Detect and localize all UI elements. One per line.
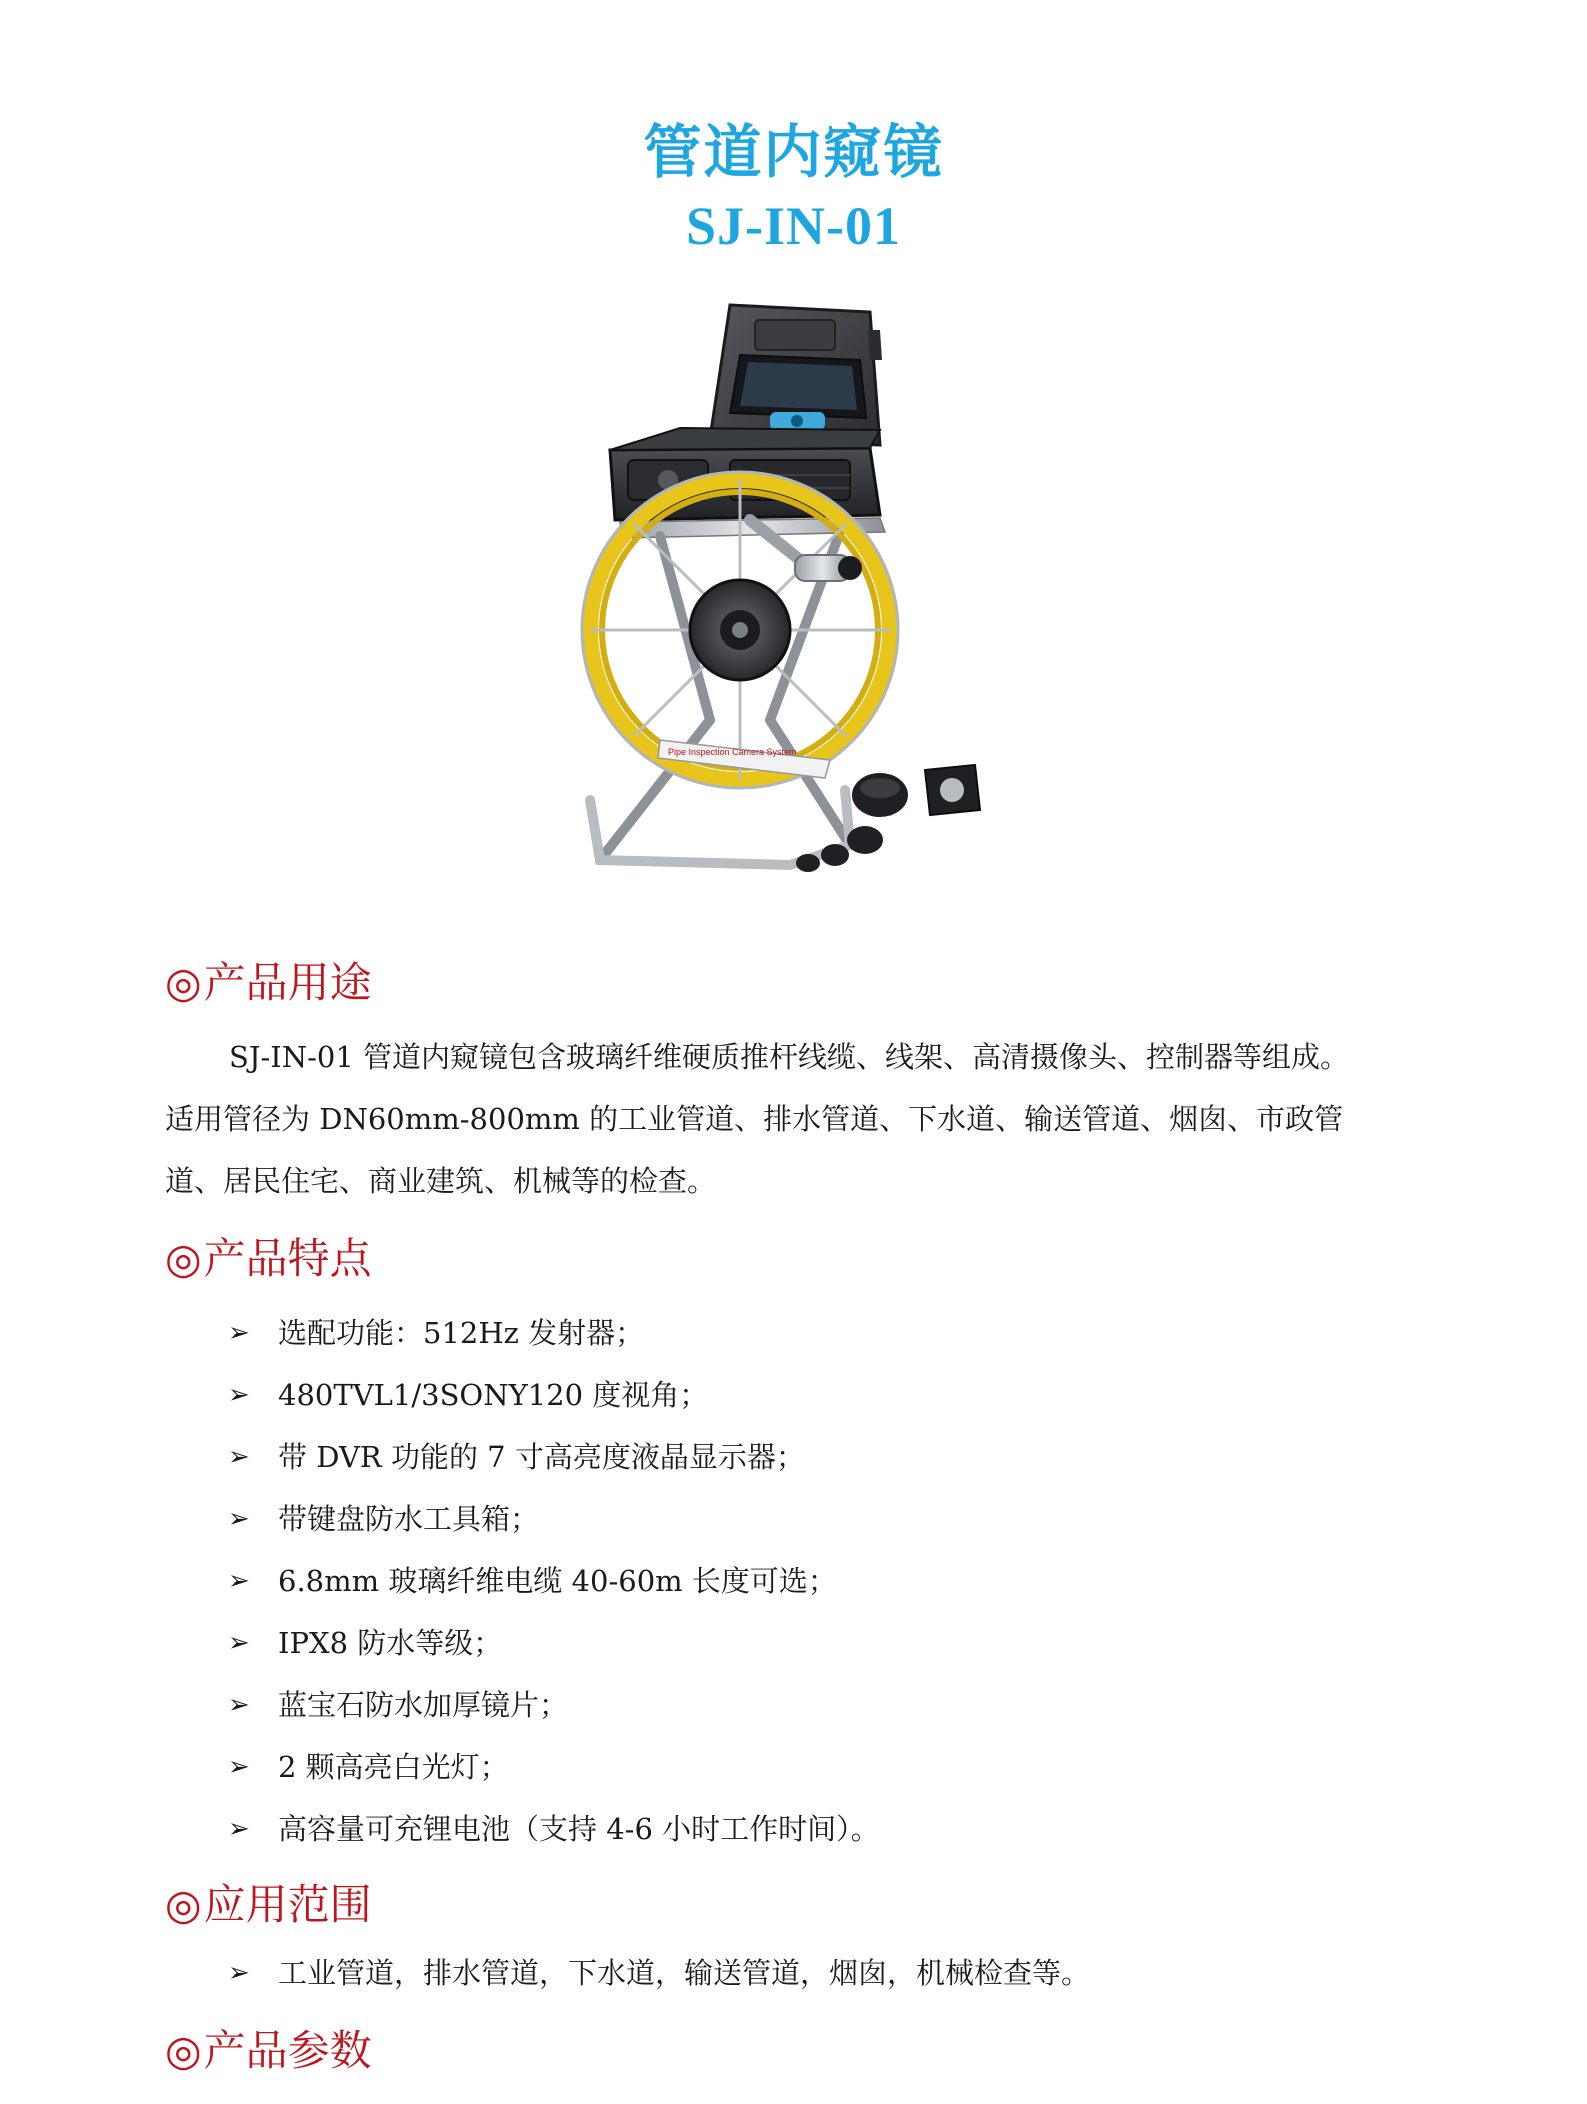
usage-line-2: 适用管径为 DN60mm-800mm 的工业管道、排水管道、下水道、输送管道、烟囱、市政管: [165, 1102, 1344, 1136]
arrow-bullet-icon: ➢: [228, 1628, 250, 1658]
section-heading-text: 产品用途: [203, 958, 372, 1007]
section-heading-params: [165, 2018, 372, 2078]
usage-line-1: SJ-IN-01 管道内窥镜包含玻璃纤维硬质推杆线缆、线架、高清摄像头、控制器等组成。: [229, 1040, 1350, 1074]
arrow-bullet-icon: ➢: [228, 1814, 250, 1844]
section-mark: ◎: [165, 1880, 202, 1929]
usage-paragraph: [165, 1026, 1420, 1212]
usage-line-3: 道、居民住宅、商业建筑、机械等的检查。: [165, 1164, 717, 1198]
arrow-bullet-icon: ➢: [228, 1690, 250, 1720]
arrow-bullet-icon: ➢: [228, 1752, 250, 1782]
section-mark: ◎: [165, 958, 202, 1007]
list-item: ➢ 带 DVR 功能的 7 寸高亮度液晶显示器；: [228, 1426, 880, 1488]
section-mark: ◎: [165, 2026, 202, 2075]
arrow-bullet-icon: ➢: [228, 1380, 250, 1410]
section-heading-usage: [165, 950, 372, 1010]
list-item: ➢ 工业管道，排水管道，下水道，输送管道，烟囱，机械检查等。: [228, 1942, 1090, 2004]
arrow-bullet-icon: ➢: [228, 1318, 250, 1348]
case-lid: [710, 305, 882, 445]
arrow-bullet-icon: ➢: [228, 1504, 250, 1534]
list-item: ➢ 6.8mm 玻璃纤维电缆 40-60m 长度可选；: [228, 1550, 880, 1612]
list-item: ➢ 选配功能：512Hz 发射器；: [228, 1302, 880, 1364]
section-heading-features: [165, 1226, 372, 1286]
section-heading-text: 应用范围: [203, 1880, 372, 1929]
page-title: 管道内窥镜: [643, 118, 944, 186]
features-list: [228, 1302, 880, 1860]
application-list: [228, 1942, 1090, 2004]
list-item: ➢ 480TVL1/3SONY120 度视角；: [228, 1364, 880, 1426]
list-item: ➢ 蓝宝石防水加厚镜片；: [228, 1674, 880, 1736]
arrow-bullet-icon: ➢: [228, 1958, 250, 1988]
section-heading-text: 产品特点: [203, 1234, 372, 1283]
arrow-bullet-icon: ➢: [228, 1566, 250, 1596]
list-item: ➢ IPX8 防水等级；: [228, 1612, 880, 1674]
model-number: SJ-IN-01: [685, 196, 901, 256]
section-mark: ◎: [165, 1234, 202, 1283]
list-item: ➢ 高容量可充锂电池（支持 4-6 小时工作时间）。: [228, 1798, 880, 1860]
reel-label-text: Pipe Inspection Camera System: [668, 747, 797, 757]
section-heading-text: 产品参数: [203, 2026, 372, 2075]
section-heading-application: [165, 1872, 372, 1932]
cable-reel: [582, 472, 898, 788]
product-image: [580, 300, 1020, 880]
arrow-bullet-icon: ➢: [228, 1442, 250, 1472]
accessories: [796, 765, 980, 872]
list-item: ➢ 带键盘防水工具箱；: [228, 1488, 880, 1550]
list-item: ➢ 2 颗高亮白光灯；: [228, 1736, 880, 1798]
